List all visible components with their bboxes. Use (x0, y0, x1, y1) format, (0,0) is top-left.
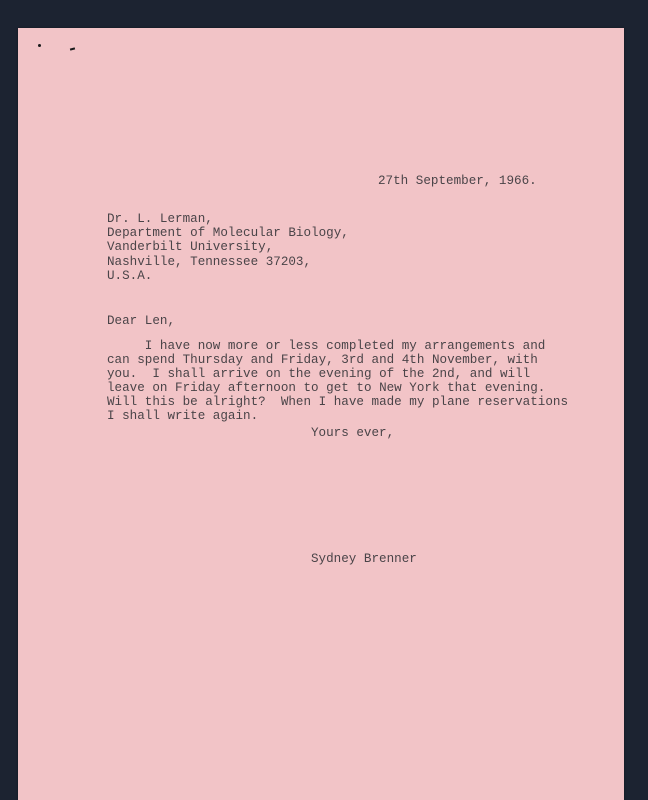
letter-page (18, 28, 624, 800)
body-line: I shall write again. (107, 408, 259, 423)
address-line: Nashville, Tennessee 37203, (107, 254, 312, 269)
body-line: you. I shall arrive on the evening of the 2nd, and will (107, 366, 531, 381)
recipient-address (107, 212, 349, 283)
salutation: Dear Len, (107, 314, 176, 328)
body-line: I have now more or less completed my arrangements and (107, 339, 546, 353)
address-line: U.S.A. (107, 268, 153, 283)
ink-speck (38, 44, 41, 47)
letter-date: 27th September, 1966. (378, 174, 537, 188)
body-line: can spend Thursday and Friday, 3rd and 4th November, with (107, 352, 538, 367)
body-line: Will this be alright? When I have made my plane reservations (107, 394, 569, 409)
address-line: Department of Molecular Biology, (107, 226, 349, 241)
letter-body (107, 340, 568, 423)
body-line: leave on Friday afternoon to get to New York that evening. (107, 380, 546, 395)
ink-speck (70, 47, 75, 50)
signature-name: Sydney Brenner (311, 552, 417, 566)
closing: Yours ever, (311, 426, 395, 440)
address-line: Vanderbilt University, (107, 240, 274, 255)
address-line: Dr. L. Lerman, (107, 212, 213, 226)
